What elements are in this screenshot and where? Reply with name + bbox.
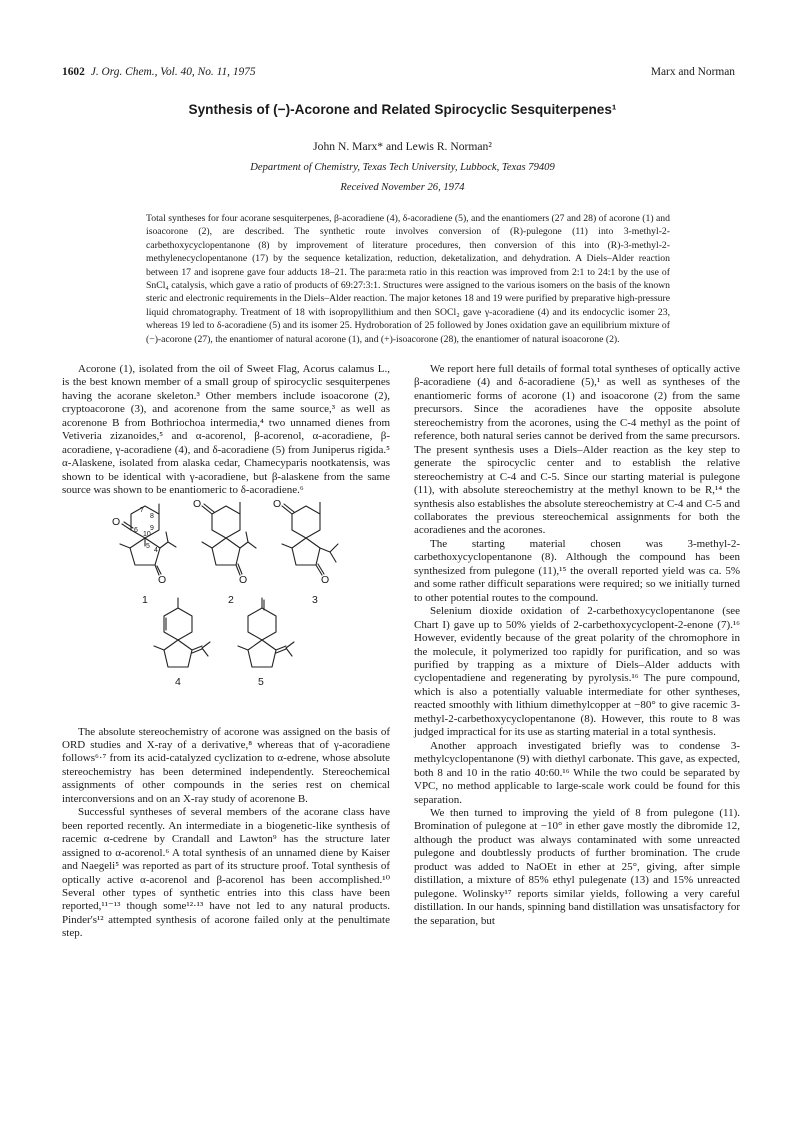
paragraph: The starting material chosen was 3-methyl-2-carbethoxycyclopentanone (8). Although the compound has been synthesized from pulegone (11),¹⁵ the overall reported yield was ca. 5% and some rather difficult separations were required; so we initially turned to other potential routes to the compound. <box>414 537 740 604</box>
journal-citation: J. Org. Chem., Vol. 40, No. 11, 1975 <box>90 66 256 78</box>
author-affiliation: Department of Chemistry, Texas Tech University, Lubbock, Texas 79409 <box>250 162 555 173</box>
ring-number: 8 <box>150 512 154 520</box>
paragraph: Acorone (1), isolated from the oil of Sweet Flag, Acorus calamus L., is the best known member of a small group of spirocyclic sesquiterpenes having the acorane skeleton.³ Other members include isoacorone (2), cryptoacorone (3), and acorenone from the same source,³ as well as acorenone B from Bothriochoa intermedia,⁴ two unnamed dienes from Vetiveria zizanoides,⁵ and α-acorenol, β-acorenol, α-acoradiene, β-acoradiene, γ-acoradiene (4), and δ-acoradiene (5) from Juniperus rigida.⁵ α-Alaskene, isolated from alaska cedar, Chamecyparis nootkatensis, was shown to be identical with γ-acoradiene, but β-alaskene from the same source was shown to be enantiomeric to δ-acoradiene.⁶ <box>62 363 390 497</box>
received-date: Received November 26, 1974 <box>340 182 465 193</box>
ring-number: 5 <box>146 542 150 550</box>
compound-number: 1 <box>142 593 148 606</box>
compound-5-structure <box>238 598 294 667</box>
ring-number: 4 <box>154 546 158 554</box>
paragraph: The absolute stereochemistry of acorone was assigned on the basis of ORD studies and X-ray of a derivative,⁸ whereas that of γ-acoradiene follows⁶·⁷ from its acid-catalyzed cyclization to α-edrene, whose absolute stereochemistry has been determined independently. Stereochemical assignments of other compounds in the series rest on chemical interconversions and on an X-ray study of acorenone B. <box>62 725 390 805</box>
oxygen-label: O <box>112 515 121 528</box>
structures-figure <box>62 497 390 724</box>
ring-number: 6 <box>134 526 138 534</box>
paragraph: We then turned to improving the yield of 8 from pulegone (11). Bromination of pulegone at −10° in ether gave mostly the dibromide 12, although the product was always contaminated with some unreacted pulegone and doubtlessly products of further bromination. The crude product was added to NaOEt in ether at 25°, giving, after simple distillation, a mixture of 85% ethyl pulegenate (13) and 15% unreacted pulegone. Wolinsky¹⁷ reports similar yields, following a very careful distillation. In our hands, spinning band distillation was unsatisfactory for the separation, but <box>414 806 740 927</box>
paragraph: We report here full details of formal total syntheses of optically active β-acoradiene (4) and δ-acoradiene (5),¹ as well as syntheses of the enantiomeric forms of acorone (1) and isoacorone (2) from the same precursors. Since the acoradienes have the opposite absolute stereochemistry from the acorones, using the C-4 methyl as the point of reference, both natural series cannot be derived from the same precursors. The present synthesis uses a Diels–Alder reaction as the key step to generate the spirocyclic center and to establish the relative stereochemistry at C-4 and C-5. Since our starting material is pulegone (11), with absolute stereochemistry at the methyl known to be R,¹⁴ the synthesis also establishes the absolute stereochemistry at C-4 and C-5 and collaborates the previous stereochemical assignments for both the acoradienes and the acorones. <box>414 363 740 537</box>
oxygen-label: O <box>158 573 167 586</box>
compound-4-structure <box>154 598 210 667</box>
article-authors: John N. Marx* and Lewis R. Norman² <box>313 140 492 153</box>
running-head-authors: Marx and Norman <box>650 66 735 78</box>
article-title: Synthesis of (−)-Acorone and Related Spirocyclic Sesquiterpenes¹ <box>188 102 617 117</box>
compound-number: 2 <box>228 593 234 606</box>
chemical-structures <box>62 502 390 724</box>
oxygen-label: O <box>321 573 330 586</box>
oxygen-label: O <box>193 497 202 510</box>
abstract: Total syntheses for four acorane sesquiterpenes, β-acoradiene (4), δ-acoradiene (5), and the enantiomers (27 and 28) of acorone (1) and isoacorone (2), are described. The synthetic route involves conversion of (R)-pulegone (11) into 3-methyl-2-carbethoxycyclopentanone (8) by improvement of literature procedures, then conversion of this into (R)-3-methyl-2-methylenecyclopentanone (17) by the sequence ketalization, reduction, deketalization, and dehydration. A Diels–Alder reaction between 17 and isoprene gave four adducts 18–21. The para:meta ratio in this reaction was improved from 2:1 to 24:1 by the use of SnCl₄ catalysis, which gave a ratio of products of 69:27:3:1. Structures were assigned to the various isomers on the basis of the known steric and electronic requirements in the Diels–Alder reaction. The major ketones 18 and 19 were purified by preparative high-pressure liquid chromatography. Treatment of 18 with isopropyllithium and then SOCl₂ gave γ-acoradiene (4) and its endocyclic isomer 23, whereas 19 led to δ-acoradiene (5) and its isomer 25. Hydroboration of 25 followed by Jones oxidation gave an equilibrium mixture of (−)-acorone (27), the enantiomer of natural acorone (1), and (+)-isoacorone (28), the enantiomer of natural isoacorone (2). <box>146 213 670 345</box>
compound-3-structure <box>282 502 338 575</box>
compound-2-structure <box>202 502 256 575</box>
compound-number: 3 <box>312 593 318 606</box>
ring-number: 9 <box>150 524 154 532</box>
paragraph: Selenium dioxide oxidation of 2-carbethoxycyclopentanone (see Chart I) gave up to 50% yields of 2-carbethoxycyclopent-2-enone (7).¹⁶ However, evidently because of the great polarity of the chromophore in the molecule, it polymerized too rapidly for purification, and so was purified by trapping as a mixture of Diels–Alder adducts with cyclopentadiene and regenerating by pyrolysis.¹⁶ The pure compound, which is also a potentially valuable intermediate for other syntheses, reacted smoothly with lithium dimethylcopper at −80° to give racemic 3-methyl-2-carbethoxycyclopentanone (8). However, this route to 8 was judged impractical for its use as starting material in a total synthesis. <box>414 605 740 739</box>
right-column <box>414 363 740 928</box>
ring-number: 7 <box>140 506 144 514</box>
paragraph: Another approach investigated briefly was to condense 3-methylcyclopentanone (9) with diethyl carbonate. This gave, as expected, both 8 and 10 in the ratio 40:60.¹⁶ While the two could be separated by VPC, no method applicable to large-scale work could be found for this separation. <box>414 739 740 806</box>
compound-number: 5 <box>258 675 264 688</box>
ring-number: 10 <box>143 530 151 538</box>
compound-number: 4 <box>175 675 181 688</box>
paragraph: Successful syntheses of several members of the acorane class have been reported recently. An intermediate in a biogenetic-like synthesis of racemic α-cedrene by Crandall and Lawton⁹ has the structure later assigned to α-acorenol.⁶ A total synthesis of an unnamed diene by Kaiser and Naegeli⁵ was reported as part of its structure proof. Total synthesis of optically active α-acorenol and β-acorenol has been accomplished.¹⁰ Several other types of synthetic entries into this class have been reported,¹¹⁻¹³ though some¹²·¹³ have not led to any natural products. Pinder's¹² attempted synthesis of acorone failed only at the penultimate step. <box>62 806 390 940</box>
page-number: 1602 <box>62 66 85 78</box>
oxygen-label: O <box>239 573 248 586</box>
oxygen-label: O <box>273 497 282 510</box>
left-column <box>62 363 390 941</box>
